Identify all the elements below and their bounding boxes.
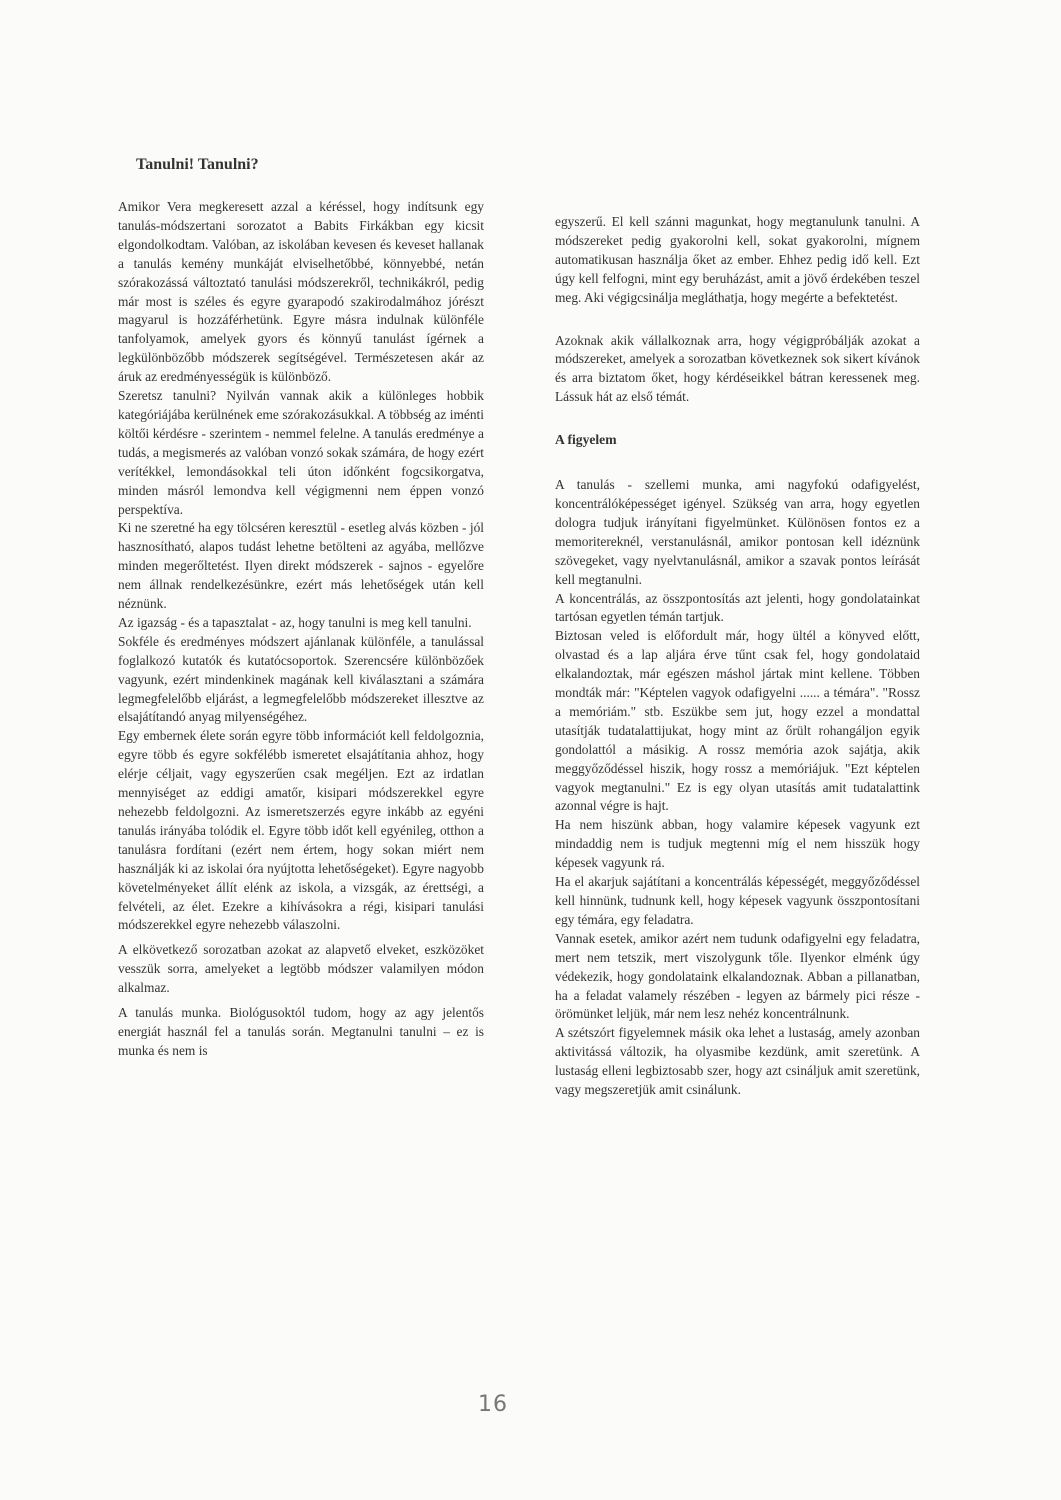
paragraph: Ha el akarjuk sajátítani a koncentrálás képességét, meggyőződéssel kell hinnünk, tudnunk kell, hogy képesek vagyunk összpontosítani egy témára, egy feladatra. — [555, 874, 920, 927]
paragraph: A koncentrálás, az összpontosítás azt jelenti, hogy gondolatainkat tartósan egyetlen témán tartjuk. — [555, 590, 920, 625]
paragraph: Ha nem hiszünk abban, hogy valamire képesek vagyunk ezt mindaddig nem is tudjuk megtenni míg el nem hisszük hogy képesek vagyunk rá. — [555, 817, 920, 871]
paragraph: Szeretsz tanulni? Nyilván vannak akik a különleges hobbik kategóriájába kerülnének eme szórakozásukkal. A többség az iménti költői kérdésre - szerintem - nemmel felelne. A tanulás eredménye a tudás, a megismerés az valóban vonzó sokak számára, de hogy ezért verítékkel, lemondásokkal teli úton időnként fogcsikorgatva, minden másról lemondva kell végigmenni nem éppen vonzó perspektíva. — [118, 388, 484, 517]
paragraph: Azoknak akik vállalkoznak arra, hogy végigpróbálják azokat a módszereket, amelyek a sorozatban következnek sok sikert kívánok és arra biztatom őket, hogy kérdéseikkel bátran keressenek meg. Lássuk hát az első témát. — [555, 332, 920, 405]
paragraph: Sokféle és eredményes módszert ajánlanak különféle, a tanulással foglalkozó kutatók és kutatócsoportok. Szerencsére különbözőek vagyunk, ezért mindenkinek magának kell kiválasztani a számára legmegfelelőbb eljárást, a legmegfelelőbb módszereket illesztve az elsajátítandó anyag milyenségéhez. — [118, 633, 484, 725]
page-number: 16 — [478, 1392, 508, 1417]
paragraph: Egy embernek élete során egyre több információt kell feldolgoznia, egyre több és egyre sokfélébb ismeretet elsajátítania ahhoz, hogy elérje céljait, vagy egyszerűen csak megéljen. Ezt az irdatlan mennyiséget az eddigi amatőr, kisipari módszerekkel egyre nehezebb feldolgozni. Az ismeretszerzés egyre inkább az egyéni tanulás irányába tolódik el. Egyre több időt kell egyénileg, otthon a tanulásra fordítani (ezért nem értem, hogy sokan miért nem használják ki az iskolai óra nyújtotta lehetőségeket). Egyre nagyobb követelményeket állít elénk az iskola, a vizsgák, az érettségi, a felvételi, az élet. Ezekre a kihívásokra a régi, kisipari tanulási módszerekkel egyre nehezebb válaszolni. — [118, 728, 484, 933]
paragraph: Az igazság - és a tapasztalat - az, hogy tanulni is meg kell tanulni. — [118, 614, 472, 630]
paragraph: A tanulás - szellemi munka, ami nagyfokú odafigyelést, koncentrálóképességet igényel. Szükség van arra, hogy egyetlen dologra tudjuk irányítani figyelmünket. Különösen fontos ez a memoritereknél, verstanulásnál, amikor pontosan kell idéznünk szövegeket, vagy nyelvtanulásnál, amikor a szavak pontos leírását kell megtanulni. — [555, 477, 920, 587]
paragraph: Biztosan veled is előfordult már, hogy ültél a könyved előtt, olvastad és a lap aljára érve tűnt csak fel, hogy gondolataid elkalandoztak, már egészen máshol jártak mint kellene. Többen mondták már: "Képtelen vagyok odafigyelni ...... a témára". "Rossz a memóriám." stb. Eszükbe sem jut, hogy ezzel a mondattal utasítják tudatalattijukat, hogy mint az őrült rohangáljon egyik gondolattól a másikig. A rossz memória azok sajátja, akik meggyőződéssel hiszik, hogy rossz a memóriájuk. "Ezt képtelen vagyok megtanulni." Ez is egy olyan utasítás amit tudatalattink azonnal végre is hajt. — [555, 628, 920, 814]
paragraph: Vannak esetek, amikor azért nem tudunk odafigyelni egy feladatra, mert nem tetszik, mert viszolygunk tőle. Ilyenkor elménk úgy védekezik, hogy gondolataink elkalandoznak. Abban a pillanatban, ha a feladat valamely részében - legyen az bármely pici része - örömünket leljük, már nem lesz nehéz koncentrálnunk. — [555, 930, 920, 1022]
article-title: Tanulni! Tanulni? — [136, 156, 259, 173]
left-column — [118, 198, 484, 1061]
right-column — [555, 213, 920, 1100]
paragraph: A tanulás munka. Biológusoktól tudom, hogy az agy jelentős energiát használ fel a tanulás során. Megtanulni tanulni – ez is munka és nem is — [118, 1005, 484, 1058]
section-heading: A figyelem — [555, 432, 617, 448]
paragraph: Amikor Vera megkeresett azzal a kéréssel, hogy indítsunk egy tanulás-módszertani sorozatot a Babits Firkákban egy kicsit elgondolkodtam. Valóban, az iskolában kevesen és keveset hallanak a tanulás kemény munkáját elviselhetőbbé, könnyebbé, netán szórakozássá változtató tanulási módszerekről, technikákról, pedig már most is széles és egyre gyarapodó szakirodalmához jórészt magyarul is hozzáférhetünk. Egyre másra indulnak különféle tanfolyamok, amelyek gyors és könnyű tanulást ígérnek a legkülönbözőbb módszerek segítségével. Természetesen akár az áruk az eredményességük is különböző. — [118, 199, 484, 385]
paragraph: A szétszórt figyelemnek másik oka lehet a lustaság, amely azonban aktivitássá változik, ha olyasmibe kezdünk, amit szeretünk. A lustaság elleni legbiztosabb szer, hogy azt csináljuk amit szeretünk, vagy megszeretjük amit csinálunk. — [555, 1025, 920, 1098]
paragraph: egyszerű. El kell szánni magunkat, hogy megtanulunk tanulni. A módszereket pedig gyakorolni kell, sokat gyakorolni, mígnem automatikusan használja őket az ember. Ehhez pedig idő kell. Ezt úgy kell felfogni, mint egy beruházást, amit a jövő érdekében teszel meg. Aki végigcsinálja megláthatja, hogy megérte a befektetést. — [555, 214, 920, 305]
paragraph: A elkövetkező sorozatban azokat az alapvető elveket, eszközöket vesszük sorra, amelyeket a legtöbb módszer valamilyen módon alkalmaz. — [118, 942, 484, 996]
paragraph: Ki ne szeretné ha egy tölcséren keresztül - esetleg alvás közben - jól hasznosítható, alapos tudást lehetne betölteni az agyába, mellőzve minden megerőltetést. Ilyen direkt módszerek - sajnos - egyelőre nem állnak rendelkezésünkre, ezért más lehetőségek után kell néznünk. — [118, 520, 484, 612]
